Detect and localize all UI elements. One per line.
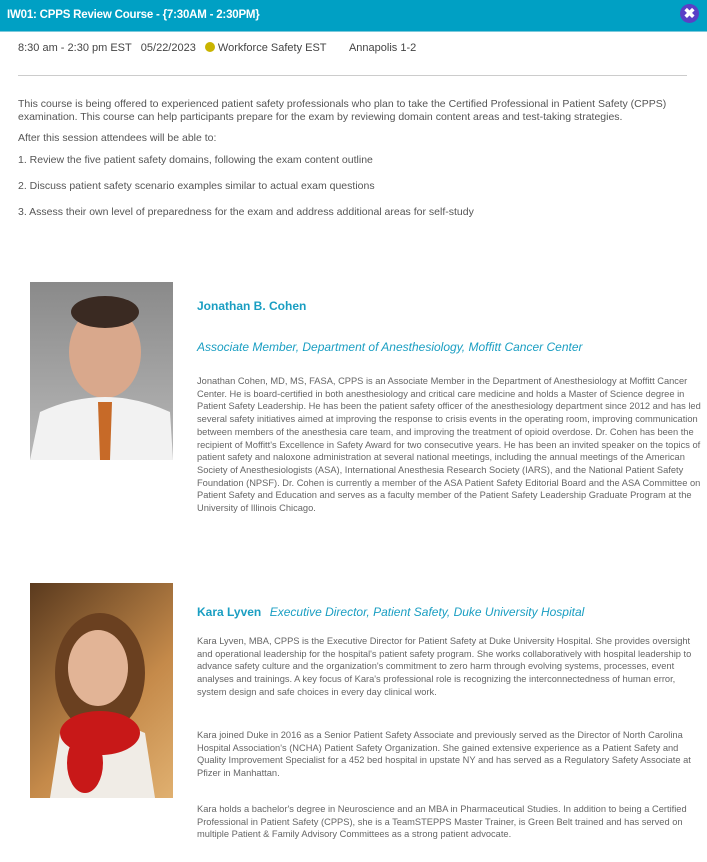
speaker-photo-cohen bbox=[30, 282, 173, 460]
track-color-dot-icon bbox=[205, 42, 215, 52]
session-time: 8:30 am - 2:30 pm EST bbox=[18, 42, 132, 54]
session-title: IW01: CPPS Review Course - {7:30AM - 2:30PM} bbox=[7, 9, 260, 21]
speaker-bio: Kara holds a bachelor's degree in Neuroscience and an MBA in Pharmaceutical Studies. In addition to being a Certified Professional in Patient Safety (CPPS), she is a TeamSTEPPS Master Trainer, is Green Belt trained and has served on multiple Patient & Family Advisory Committees as a strong patient advocate. bbox=[197, 804, 687, 840]
divider bbox=[18, 75, 687, 76]
speaker-title: Associate Member, Department of Anesthesiology, Moffitt Cancer Center bbox=[197, 340, 583, 354]
speaker-heading bbox=[197, 603, 584, 621]
close-icon[interactable]: ✖ bbox=[680, 4, 699, 23]
session-track: Workforce Safety EST bbox=[217, 42, 327, 54]
speaker-bio: Kara Lyven, MBA, CPPS is the Executive Director for Patient Safety at Duke University Hospital. She provides oversight and operational leadership for the hospital's patient safety program. She works collaboratively with hospital leadership to advance safety culture and the organization's commitment to zero harm through evolving systems, processes, event analyses and trainings. A key focus of Kara's professional role is recognizing the interconnectedness of human error, system design and safe choices in every day clinical work. bbox=[197, 636, 692, 697]
session-room: Annapolis 1-2 bbox=[348, 42, 417, 54]
session-date: 05/22/2023 bbox=[140, 42, 196, 54]
speaker-bio: Kara joined Duke in 2016 as a Senior Patient Safety Associate and previously served as the Director of North Carolina Hospital Association's (NCHA) Patient Safety Organization. She gained extensive experience as a Patient Safety and Quality Improvement Specialist for a 452 bed hospital in upstate NY and has served as a Regulatory Safety Associate at Pfizer in Manhattan. bbox=[197, 730, 691, 779]
description-intro: This course is being offered to experienced patient safety professionals who plan to take the Certified Professional in Patient Safety (CPPS) examination. This course can help participants prepare for the exam by reviewing domain content areas and test-taking strategies. bbox=[18, 98, 667, 123]
modal-header bbox=[0, 0, 707, 32]
description-lead: After this session attendees will be able to: bbox=[18, 132, 217, 144]
session-meta bbox=[18, 42, 422, 54]
speaker-name: Kara Lyven bbox=[197, 605, 262, 619]
speaker-title: Executive Director, Patient Safety, Duke University Hospital bbox=[269, 605, 585, 619]
objective-item: 1. Review the five patient safety domains, following the exam content outline bbox=[18, 154, 373, 166]
objective-item: 3. Assess their own level of preparedness for the exam and address additional areas for self-study bbox=[18, 206, 474, 218]
speaker-bio: Jonathan Cohen, MD, MS, FASA, CPPS is an Associate Member in the Department of Anesthesiology at Moffitt Cancer Center. He is board-certified in both anesthesiology and critical care medicine and holds a Master of Science degree in Patient Safety Leadership. He has been the patient safety officer of the anesthesiology department since 2012 and has led several safety initiatives aimed at improving the response to crisis events in the operating room, improving communication between members of the anesthesia care team, and improving the treatment of opioid overdose. Dr. Cohen has been the recipient of Moffitt's Excellence in Safety Award for two consecutive years. He has been an invited speaker on the topics of patient safety and naloxone administration at several national meetings, including the annual meetings of the American Society of Anesthesiologists (ASA), International Anesthesia Research Society (IARS), and the National Patient Safety Foundation (NPSF). Dr. Cohen is currently a member of the ASA Patient Safety Editorial Board and the ASA Committee on Patient Safety and Education and serves as a faculty member of the Patient Safety Leadership Graduate Program at the University of Illinois Chicago. bbox=[197, 376, 701, 514]
objective-item: 2. Discuss patient safety scenario examples similar to actual exam questions bbox=[18, 180, 375, 192]
speaker-name: Jonathan B. Cohen bbox=[197, 299, 307, 313]
speaker-photo-lyven bbox=[30, 583, 173, 798]
session-description bbox=[18, 98, 678, 232]
